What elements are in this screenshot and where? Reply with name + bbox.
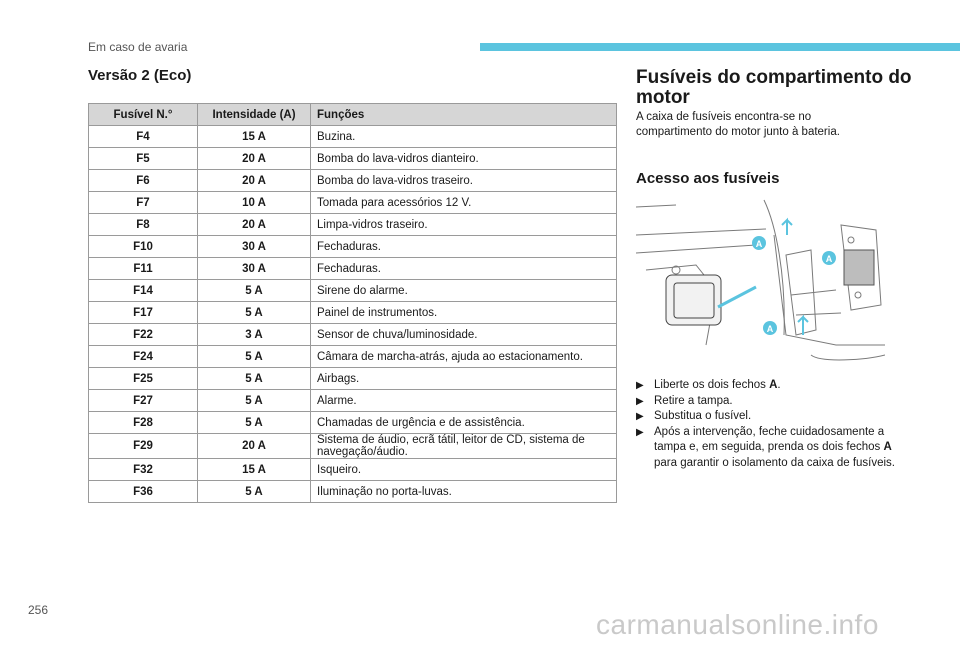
- amperage-cell: 5 A: [198, 368, 311, 390]
- label-a-marker-bottom: [763, 321, 777, 335]
- table-row: [89, 412, 617, 434]
- fuse-number-cell: F22: [89, 324, 198, 346]
- amperage-cell: 5 A: [198, 412, 311, 434]
- label-a-marker-top: [752, 236, 766, 250]
- function-cell: Alarme.: [311, 390, 617, 412]
- amperage-cell: 5 A: [198, 280, 311, 302]
- page-number: 256: [28, 603, 49, 617]
- instruction-step: [636, 409, 896, 425]
- fuse-number-cell: F36: [89, 481, 198, 503]
- instruction-step: [636, 425, 896, 472]
- fuse-number-cell: F29: [89, 434, 198, 459]
- fuse-number-cell: F8: [89, 214, 198, 236]
- table-row: [89, 459, 617, 481]
- table-row: [89, 280, 617, 302]
- amperage-cell: 30 A: [198, 236, 311, 258]
- arrow-bullet-icon: ▶: [636, 395, 644, 407]
- step-text-after: para garantir o isolamento da caixa de fusíveis.: [654, 456, 895, 469]
- table-row: [89, 148, 617, 170]
- function-cell: Câmara de marcha-atrás, ajuda ao estacionamento.: [311, 346, 617, 368]
- amperage-cell: 5 A: [198, 346, 311, 368]
- amperage-cell: 20 A: [198, 214, 311, 236]
- fuse-number-cell: F17: [89, 302, 198, 324]
- table-row: [89, 126, 617, 148]
- table-row: [89, 346, 617, 368]
- function-cell: Bomba do lava-vidros dianteiro.: [311, 148, 617, 170]
- table-row: [89, 324, 617, 346]
- function-cell: Limpa-vidros traseiro.: [311, 214, 617, 236]
- amperage-cell: 3 A: [198, 324, 311, 346]
- step-label-bold: A: [883, 441, 892, 453]
- function-cell: Airbags.: [311, 368, 617, 390]
- table-row: [89, 434, 617, 459]
- arrow-bullet-icon: ▶: [636, 411, 644, 422]
- function-cell: Fechaduras.: [311, 258, 617, 280]
- amperage-cell: 5 A: [198, 481, 311, 503]
- amperage-cell: 20 A: [198, 148, 311, 170]
- svg-text:A: A: [825, 254, 833, 264]
- step-text: Substitua o fusível.: [654, 410, 752, 422]
- amperage-cell: 20 A: [198, 170, 311, 192]
- fuse-number-cell: F6: [89, 170, 198, 192]
- amperage-cell: 30 A: [198, 258, 311, 280]
- function-cell: Isqueiro.: [311, 459, 617, 481]
- table-row: [89, 170, 617, 192]
- label-a-marker-right: [822, 251, 836, 265]
- fuse-number-cell: F4: [89, 126, 198, 148]
- step-text: Liberte os dois fechos: [654, 379, 770, 391]
- amperage-cell: 20 A: [198, 434, 311, 459]
- column-header-fuse: Fusível N.°: [89, 104, 198, 126]
- fuse-number-cell: F24: [89, 346, 198, 368]
- fuse-number-cell: F28: [89, 412, 198, 434]
- section-header: Em caso de avaria: [88, 40, 188, 54]
- table-row: [89, 214, 617, 236]
- function-cell: Bomba do lava-vidros traseiro.: [311, 170, 617, 192]
- intro-text: A caixa de fusíveis encontra-se no compartimento do motor junto à bateria.: [636, 111, 840, 138]
- table-header-row: [89, 104, 617, 126]
- step-label-bold: A: [769, 379, 778, 391]
- table-row: [89, 258, 617, 280]
- fuse-number-cell: F7: [89, 192, 198, 214]
- table-row: [89, 302, 617, 324]
- table-row: [89, 236, 617, 258]
- step-text: Após a intervenção, feche cuidadosamente a tampa e, em seguida, prenda os dois fechos: [654, 425, 885, 453]
- step-text-after: .: [777, 379, 781, 391]
- table-row: [89, 192, 617, 214]
- function-cell: Buzina.: [311, 126, 617, 148]
- function-cell: Sensor de chuva/luminosidade.: [311, 324, 617, 346]
- fuse-number-cell: F25: [89, 368, 198, 390]
- fuse-table-body: [89, 126, 617, 503]
- table-section-title: Versão 2 (Eco): [88, 67, 192, 84]
- fuse-number-cell: F10: [89, 236, 198, 258]
- amperage-cell: 10 A: [198, 192, 311, 214]
- fuse-number-cell: F11: [89, 258, 198, 280]
- function-cell: Sistema de áudio, ecrã tátil, leitor de CD, sistema de navegação/áudio.: [311, 434, 617, 459]
- instruction-step: [636, 394, 896, 410]
- function-cell: Sirene do alarme.: [311, 280, 617, 302]
- svg-text:A: A: [766, 324, 774, 334]
- fuse-number-cell: F5: [89, 148, 198, 170]
- page-title: Fusíveis do compartimento do motor: [636, 67, 912, 108]
- function-cell: Tomada para acessórios 12 V.: [311, 192, 617, 214]
- function-cell: Fechaduras.: [311, 236, 617, 258]
- fuse-table: [88, 103, 617, 503]
- function-cell: Iluminação no porta-luvas.: [311, 481, 617, 503]
- arrow-bullet-icon: ▶: [636, 426, 644, 438]
- amperage-cell: 15 A: [198, 126, 311, 148]
- fuse-box-illustration: [636, 195, 885, 365]
- amperage-cell: 5 A: [198, 390, 311, 412]
- svg-text:A: A: [755, 239, 763, 249]
- arrow-bullet-icon: ▶: [636, 380, 644, 391]
- table-row: [89, 390, 617, 412]
- function-cell: Chamadas de urgência e de assistência.: [311, 412, 617, 434]
- amperage-cell: 15 A: [198, 459, 311, 481]
- table-row: [89, 481, 617, 503]
- watermark: carmanualsonline.info: [596, 609, 879, 640]
- header-accent-bar: [480, 43, 960, 51]
- amperage-cell: 5 A: [198, 302, 311, 324]
- instruction-step: [636, 378, 896, 394]
- column-header-functions: Funções: [311, 104, 617, 126]
- step-text: Retire a tampa.: [654, 394, 733, 407]
- table-row: [89, 368, 617, 390]
- column-header-amperage: Intensidade (A): [198, 104, 311, 126]
- fuse-number-cell: F14: [89, 280, 198, 302]
- fuse-number-cell: F27: [89, 390, 198, 412]
- fuse-number-cell: F32: [89, 459, 198, 481]
- instruction-list: [636, 378, 896, 471]
- access-subtitle: Acesso aos fusíveis: [636, 170, 780, 187]
- function-cell: Painel de instrumentos.: [311, 302, 617, 324]
